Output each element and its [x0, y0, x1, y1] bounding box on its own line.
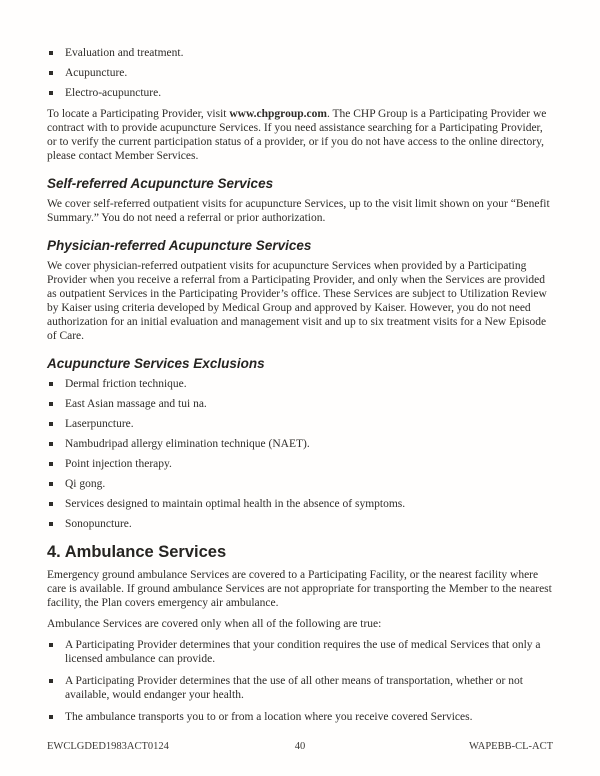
paragraph-text: . The CHP Group is a Participating Provider we contract with to provide acupuncture Services. If you need assistance searching for a Participating Provider, or to verify the current participation status of a provider, or if you do not have access to the online directory, please contact Member Services.	[47, 108, 547, 162]
list-item-text: The ambulance transports you to or from a location where you receive covered Services.	[65, 711, 473, 723]
list-item-text: Point injection therapy.	[65, 458, 172, 470]
footer-document-code: EWCLGDED1983ACT0124	[47, 741, 169, 752]
website-text: www.chpgroup.com	[229, 108, 327, 120]
list-item	[47, 674, 553, 702]
list-item-text: East Asian massage and tui na.	[65, 398, 207, 410]
bullet-icon	[49, 402, 53, 406]
bullet-icon	[49, 482, 53, 486]
list-item	[47, 457, 553, 471]
list-item-text: A Participating Provider determines that the use of all other means of transportation, whether or not available, would endanger your health.	[65, 675, 523, 701]
bullet-icon	[49, 522, 53, 526]
ambulance-conditions-list	[47, 638, 553, 724]
bullet-icon	[49, 442, 53, 446]
list-item	[47, 638, 553, 666]
ambulance-services-heading: 4. Ambulance Services	[47, 543, 227, 561]
list-item-text: Laserpuncture.	[65, 418, 134, 430]
list-item	[47, 710, 553, 724]
exclusions-list	[47, 377, 553, 531]
bullet-icon	[49, 51, 53, 55]
physician-referred-paragraph: We cover physician-referred outpatient visits for acupuncture Services when provided by a Participating Provider when you receive a referral from a Participating Provider, and only when the Services are provided as outpatient Services in the Participating Provider’s office. These Services are subject to Utilization Review by Kaiser using criteria developed by Medical Group and approved by Kaiser. However, you do not need authorization for an initial evaluation and management visit and up to six treatment visits for a New Episode of Care.	[47, 260, 547, 342]
list-item	[47, 397, 553, 411]
bullet-icon	[49, 91, 53, 95]
ambulance-paragraph-1: Emergency ground ambulance Services are covered to a Participating Facility, or the nearest facility where care is available. If ground ambulance Services are not appropriate for transporting the Member to the nearest facility, the Plan covers emergency air ambulance.	[47, 569, 552, 609]
list-item	[47, 477, 553, 491]
list-item	[47, 66, 553, 80]
page-number: 40	[294, 741, 306, 752]
list-item	[47, 377, 553, 391]
acupuncture-covered-list	[47, 46, 553, 100]
bullet-icon	[49, 643, 53, 647]
list-item-text: A Participating Provider determines that your condition requires the use of medical Services that only a licensed ambulance can provide.	[65, 639, 541, 665]
paragraph-text: To locate a Participating Provider, visit	[47, 108, 230, 120]
physician-referred-heading: Physician-referred Acupuncture Services	[47, 238, 312, 253]
self-referred-paragraph: We cover self-referred outpatient visits for acupuncture Services, up to the visit limit shown on your “Benefit Summary.” You do not need a referral or prior authorization.	[47, 198, 550, 224]
list-item	[47, 86, 553, 100]
bullet-icon	[49, 715, 53, 719]
bullet-icon	[49, 71, 53, 75]
list-item-text: Qi gong.	[65, 478, 106, 490]
list-item-text: Nambudripad allergy elimination technique (NAET).	[65, 438, 310, 450]
self-referred-heading: Self-referred Acupuncture Services	[47, 176, 274, 191]
list-item-text: Dermal friction technique.	[65, 378, 187, 390]
list-item	[47, 46, 553, 60]
page-footer	[47, 741, 553, 752]
locate-provider-paragraph	[47, 107, 553, 163]
list-item-text: Electro-acupuncture.	[65, 87, 162, 99]
exclusions-heading: Acupuncture Services Exclusions	[47, 356, 265, 371]
ambulance-paragraph-2: Ambulance Services are covered only when all of the following are true:	[47, 618, 382, 630]
bullet-icon	[49, 382, 53, 386]
list-item	[47, 497, 553, 511]
bullet-icon	[49, 502, 53, 506]
list-item-text: Sonopuncture.	[65, 518, 132, 530]
bullet-icon	[49, 462, 53, 466]
bullet-icon	[49, 679, 53, 683]
list-item-text: Services designed to maintain optimal health in the absence of symptoms.	[65, 498, 406, 510]
list-item-text: Acupuncture.	[65, 67, 128, 79]
footer-plan-code: WAPEBB-CL-ACT	[469, 741, 553, 752]
list-item	[47, 437, 553, 451]
list-item-text: Evaluation and treatment.	[65, 47, 184, 59]
list-item	[47, 517, 553, 531]
bullet-icon	[49, 422, 53, 426]
list-item	[47, 417, 553, 431]
